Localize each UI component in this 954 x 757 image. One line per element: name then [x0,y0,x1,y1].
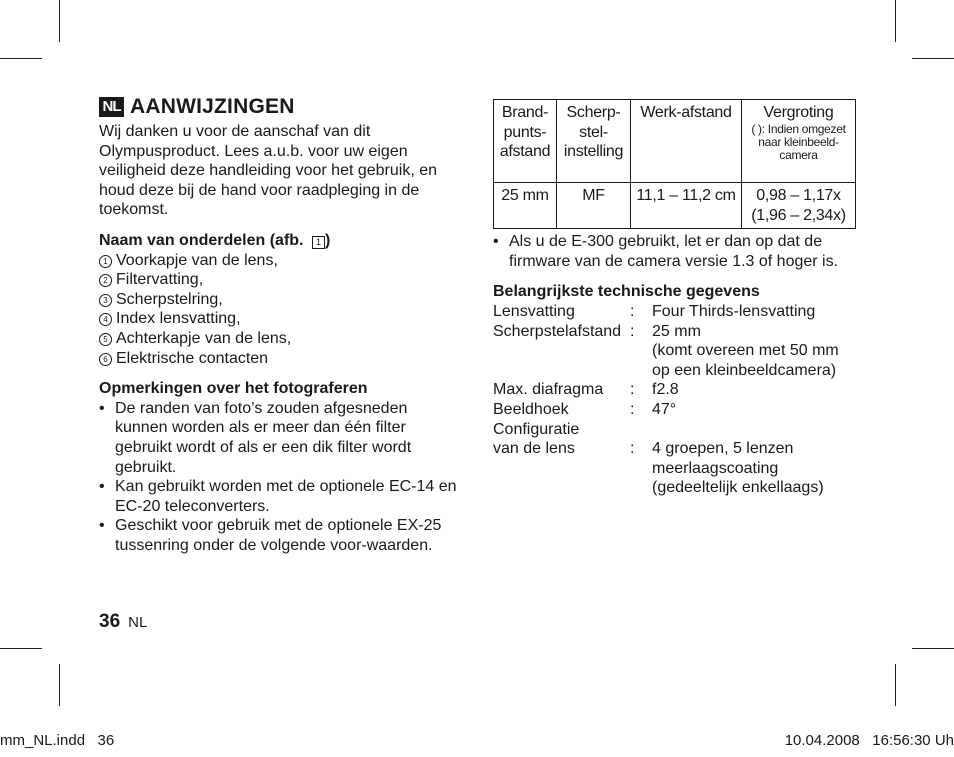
parts-heading: Naam van onderdelen (afb. 1 ) [99,231,331,249]
left-column [99,93,464,555]
page-number: 36 NL [99,611,148,632]
crop-mark [0,58,42,59]
bullet-icon: • [493,233,499,251]
table-header-row [494,100,856,183]
crop-mark [895,0,896,42]
extension-tube-table [493,99,856,229]
print-timestamp: 10.04.2008 16:56:30 Uh [784,732,954,749]
table-header-cell: Brand-punts-afstand [494,100,557,183]
list-item: 3 Scherpstelring, [99,290,464,310]
crop-mark [0,648,42,649]
section-title [99,93,464,120]
list-item: • De randen van foto’s zouden afgesneden kunnen worden als er meer dan één filter gebruikt wordt of als er een dik filter wordt gebruikt. [99,399,412,476]
figure-ref-icon: 1 [312,236,325,249]
file-info: mm_NL.indd 36 [0,732,115,749]
list-item: 2 Filtervatting, [99,270,464,290]
specs-list [493,302,858,498]
page-title: AANWIJZINGEN [130,94,295,118]
bullet-icon: • [99,399,105,417]
crop-mark [912,58,954,59]
right-column [493,99,858,498]
notes-heading: Opmerkingen over het fotograferen [99,380,368,398]
spec-row: Lensvatting : Four Thirds-lensvatting [493,302,816,320]
list-item: 1 Voorkapje van de lens, [99,251,464,271]
table-cell: MF [557,183,631,229]
list-item: 5 Achterkapje van de lens, [99,329,464,349]
parts-list [99,251,464,369]
circled-number-icon: 1 [99,255,112,268]
list-item: 6 Elektrische contacten [99,349,464,369]
crop-mark [59,664,60,706]
table-note: • Als u de E-300 gebruikt, let er dan op dat de firmware van de camera versie 1.3 of hoger is. [493,233,839,270]
notes-list [99,399,464,556]
table-cell: 11,1 – 11,2 cm [631,183,742,229]
table-header-cell: Werk-afstand [631,100,742,183]
table-cell: 25 mm [494,183,557,229]
table-cell: 0,98 – 1,17x (1,96 – 2,34x) [742,183,856,229]
list-item: • Kan gebruikt worden met de optionele EC-14 en EC-20 teleconverters. [99,478,457,515]
specs-heading: Belangrijkste technische gegevens [493,283,760,301]
circled-number-icon: 3 [99,294,112,307]
spec-row: Configuratie [493,420,580,438]
circled-number-icon: 5 [99,333,112,346]
crop-mark [912,648,954,649]
circled-number-icon: 4 [99,313,112,326]
circled-number-icon: 6 [99,353,112,366]
bullet-icon: • [99,478,105,496]
circled-number-icon: 2 [99,274,112,287]
language-badge: NL [99,97,124,117]
spec-row: Scherpstelafstand : 25 mm (komt overeen met 50 mm op een kleinbeeldcamera) [493,322,839,379]
list-item: 4 Index lensvatting, [99,309,464,329]
table-header-note: ( ): Indien omgezet naar kleinbeeld-camera [751,121,846,162]
table-header-cell: Vergroting ( ): Indien omgezet naar kleinbeeld-camera [742,100,856,183]
intro-paragraph: Wij danken u voor de aanschaf van dit Olympusproduct. Lees a.u.b. voor uw eigen veiligheid deze handleiding voor het gebruik, en houd deze bij de hand voor raadpleging in de toekomst. [99,123,438,219]
crop-mark [895,664,896,706]
crop-mark [59,0,60,42]
bullet-icon: • [99,517,105,535]
table-row [494,183,856,229]
spec-row: Max. diafragma : f2.8 [493,381,679,399]
spec-row: Beeldhoek : 47° [493,400,677,418]
spec-row: van de lens : 4 groepen, 5 lenzen meerlaagscoating (gedeeltelijk enkellaags) [493,440,824,497]
list-item: • Geschikt voor gebruik met de optionele EX-25 tussenring onder de volgende voor-waarden. [99,517,442,554]
table-header-cell: Scherp-stel-instelling [557,100,631,183]
